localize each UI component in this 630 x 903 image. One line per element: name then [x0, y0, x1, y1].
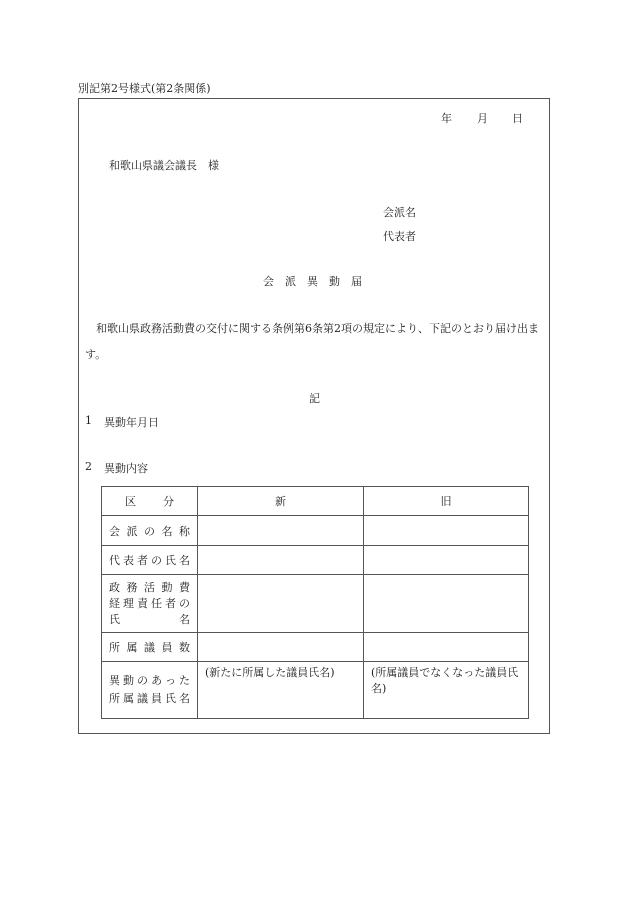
cell-old-accounting-officer — [364, 575, 529, 633]
table-row — [102, 633, 529, 662]
date-day: 日 — [512, 112, 523, 125]
form-label: 別記第2号様式(第2条関係) — [78, 82, 211, 95]
table-row — [102, 662, 529, 719]
row-label-representative-name: 代表者の氏名 — [102, 546, 198, 575]
item-1-label: 異動年月日 — [104, 416, 159, 429]
header-category: 区分 — [102, 487, 198, 516]
representative-label: 代表者 — [383, 230, 416, 243]
note-former-members: (所属議員でなくなった議員氏名) — [364, 662, 529, 719]
addressee: 和歌山県議会議長 様 — [109, 159, 219, 172]
cell-new-representative-name — [198, 546, 364, 575]
table-header-row — [102, 487, 529, 516]
ki-heading: 記 — [309, 392, 320, 405]
cell-old-faction-name — [364, 516, 529, 546]
table-row — [102, 575, 529, 633]
cell-old-representative-name — [364, 546, 529, 575]
header-old: 旧 — [364, 487, 529, 516]
note-new-members: (新たに所属した議員氏名) — [198, 662, 364, 719]
row-label-faction-name: 会派の名称 — [102, 516, 198, 546]
faction-name-label: 会派名 — [383, 206, 416, 219]
date-year: 年 — [441, 112, 452, 125]
cell-new-accounting-officer — [198, 575, 364, 633]
document-title: 会派異動届 — [263, 275, 373, 288]
item-1-number: 1 — [85, 414, 92, 427]
table-row — [102, 546, 529, 575]
body-text: 和歌山県政務活動費の交付に関する条例第6条第2項の規定により、下記のとおり届け出ます。 — [85, 322, 539, 361]
row-label-accounting-officer: 政務活動費 経理責任者の 氏名 — [102, 575, 198, 633]
item-2-number: 2 — [85, 460, 92, 473]
cell-old-member-count — [364, 633, 529, 662]
cell-new-faction-name — [198, 516, 364, 546]
row-label-changed-members: 異動のあった 所属議員氏名 — [102, 662, 198, 719]
change-details-table — [101, 486, 529, 719]
date-month: 月 — [477, 112, 488, 125]
table-row — [102, 516, 529, 546]
row-label-member-count: 所属議員数 — [102, 633, 198, 662]
item-2-label: 異動内容 — [104, 462, 148, 475]
header-new: 新 — [198, 487, 364, 516]
cell-new-member-count — [198, 633, 364, 662]
